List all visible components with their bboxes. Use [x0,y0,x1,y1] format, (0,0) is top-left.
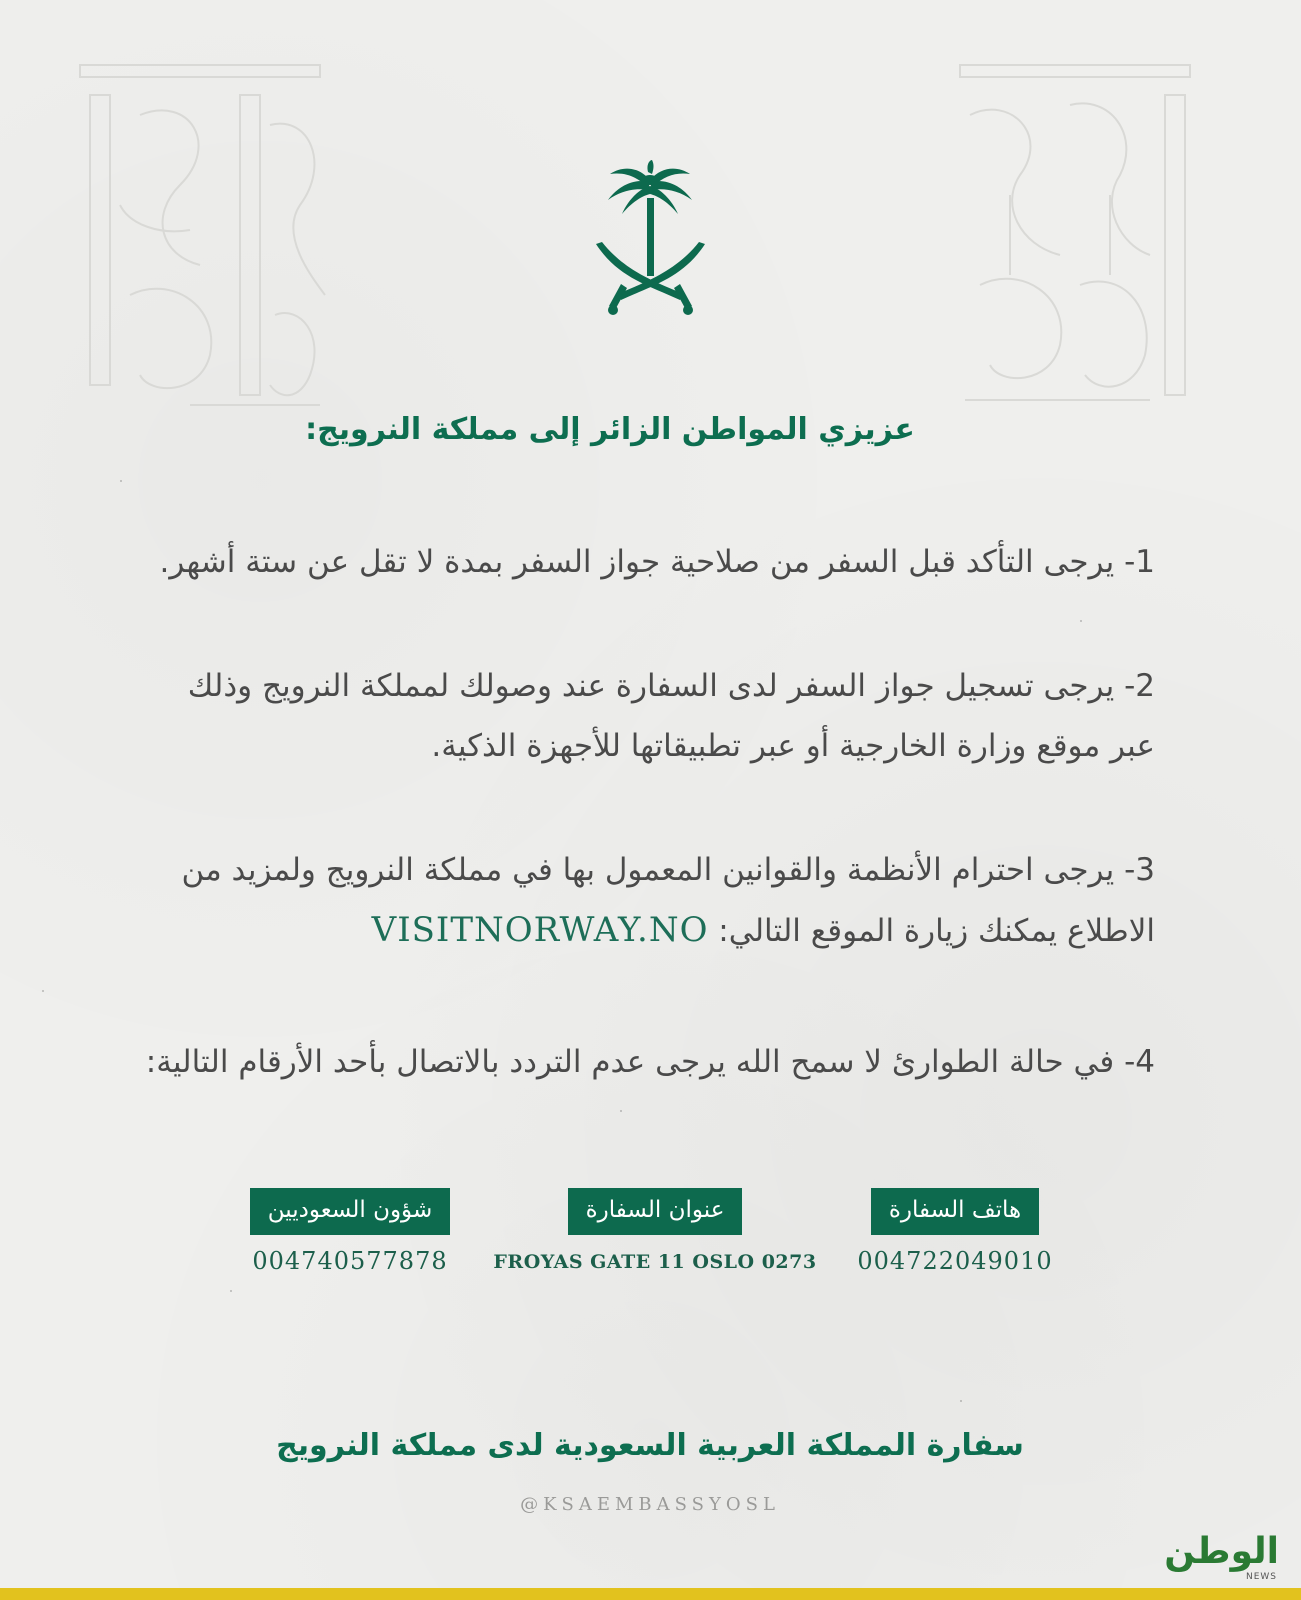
paper-speck [230,1290,232,1292]
instruction-item-3 [145,840,1155,961]
paper-speck [42,990,44,992]
bottom-yellow-bar [0,1588,1301,1600]
item-number: 1- [1124,544,1155,580]
embassy-address-label: عنوان السفارة [568,1188,743,1235]
item-number: 3- [1124,852,1155,888]
left-calligraphy-decoration [70,55,340,415]
item-number: 4- [1124,1044,1155,1080]
paper-speck [1080,620,1082,622]
right-calligraphy-decoration [950,55,1205,415]
item-text: في حالة الطوارئ لا سمح الله يرجى عدم التردد بالاتصال بأحد الأرقام التالية: [145,1044,1125,1080]
instruction-item-4 [145,1032,1155,1092]
visitnorway-link[interactable]: VISITNORWAY.NO [371,910,709,950]
saudi-emblem-icon [588,160,713,320]
saudi-affairs-label: شؤون السعوديين [250,1188,450,1235]
saudi-affairs-contact [230,1188,470,1275]
social-handle[interactable]: @KSAEMBASSYOSL [520,1494,780,1515]
item-text: يرجى احترام الأنظمة والقوانين المعمول بها في مملكة النرويج ولمزيد من الاطلاع يمكنك زيارة الموقع التالي: [181,852,1155,949]
item-text: يرجى تسجيل جواز السفر لدى السفارة عند وصولك لمملكة النرويج وذلك عبر موقع وزارة الخارجية أو عبر تطبيقاتها للأجهزة الذكية. [187,668,1155,764]
instruction-item-2 [145,656,1155,776]
embassy-address-value: FROYAS GATE 11 OSLO 0273 [493,1251,817,1273]
alwatan-news-watermark [1164,1530,1283,1586]
item-text: يرجى التأكد قبل السفر من صلاحية جواز السفر بمدة لا تقل عن ستة أشهر. [159,544,1125,580]
embassy-name: سفارة المملكة العربية السعودية لدى مملكة النرويج [276,1428,1024,1463]
embassy-address-contact [490,1188,820,1273]
instruction-item-1 [145,532,1155,592]
embassy-phone-label: هاتف السفارة [871,1188,1039,1235]
item-number: 2- [1124,668,1155,704]
paper-speck [960,1400,962,1402]
embassy-phone-contact [850,1188,1060,1275]
watermark-english: NEWS [1245,1572,1277,1582]
embassy-phone-number[interactable]: 004722049010 [857,1247,1053,1275]
watermark-arabic: الوطن [1164,1531,1279,1572]
paper-speck [620,1110,622,1112]
greeting-heading: عزيزي المواطن الزائر إلى مملكة النرويج: [305,412,915,447]
saudi-affairs-number[interactable]: 004740577878 [252,1247,448,1275]
paper-speck [120,480,122,482]
